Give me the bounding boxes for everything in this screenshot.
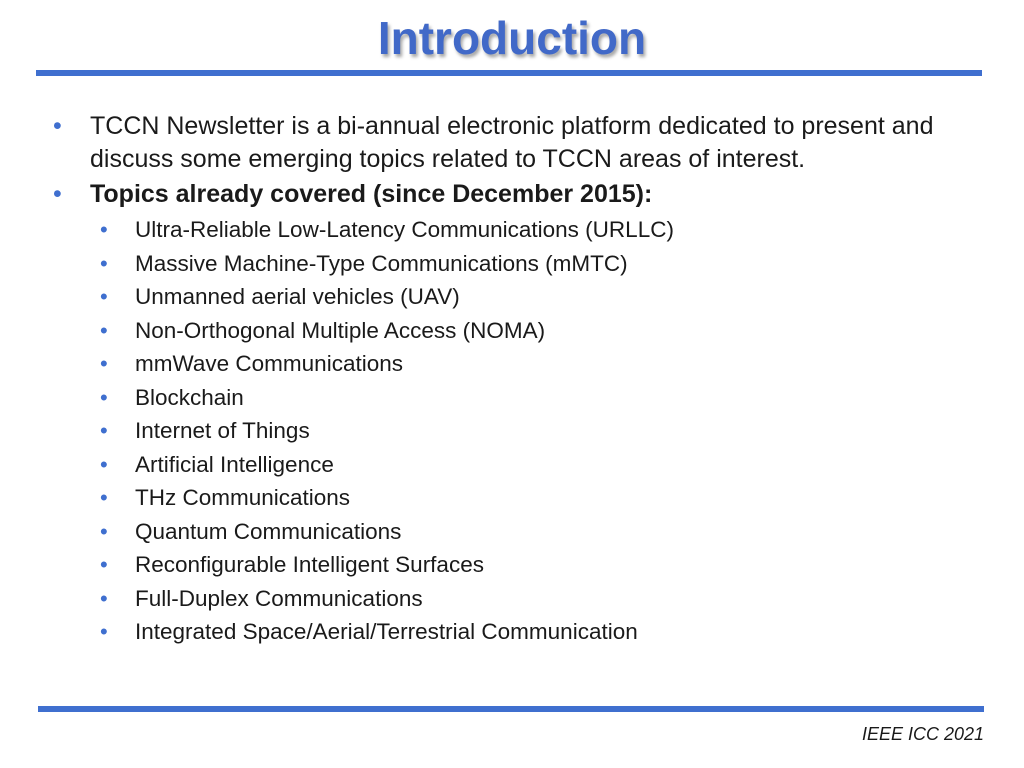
slide-content [50, 110, 970, 649]
topic-label: Reconfigurable Intelligent Surfaces [135, 552, 484, 577]
list-item [50, 213, 970, 247]
topic-label: THz Communications [135, 485, 351, 510]
topics-heading: Topics already covered (since December 2015): [90, 180, 653, 208]
topic-label: Unmanned aerial vehicles (UAV) [135, 284, 460, 309]
topics-list [50, 213, 970, 649]
topic-label: Blockchain [135, 384, 244, 410]
list-item [50, 448, 970, 482]
bullet-icon: • [100, 384, 108, 410]
bullet-icon: • [53, 112, 62, 140]
bullet-icon: • [100, 451, 108, 477]
bullet-icon: • [100, 284, 108, 309]
list-item [50, 414, 970, 448]
topic-label: mmWave Communications [135, 351, 403, 376]
list-item [50, 347, 970, 381]
bullet-icon: • [100, 250, 108, 276]
list-item [50, 548, 970, 582]
bullet-icon: • [100, 485, 108, 510]
top-divider [36, 70, 982, 76]
topic-label: Quantum Communications [135, 518, 402, 544]
bullet-icon: • [100, 585, 108, 611]
list-item [50, 481, 970, 515]
topic-label: Internet of Things [135, 418, 310, 443]
list-item [50, 280, 970, 314]
topic-label: Artificial Intelligence [135, 451, 334, 477]
bullet-icon: • [100, 351, 108, 376]
bullet-icon: • [100, 619, 108, 644]
list-item [50, 515, 970, 549]
intro-paragraph: TCCN Newsletter is a bi-annual electronic platform dedicated to present and discuss some emerging topics related to TCCN areas of interest. [90, 112, 934, 173]
bullet-icon: • [100, 552, 108, 577]
bottom-divider [38, 706, 984, 712]
topic-label: Integrated Space/Aerial/Terrestrial Communication [135, 619, 638, 644]
list-item [50, 314, 970, 348]
bullet-icon: • [100, 217, 108, 242]
topic-label: Massive Machine-Type Communications (mMTC) [135, 250, 628, 276]
topic-label: Full-Duplex Communications [135, 585, 423, 611]
slide-title: Introduction [377, 12, 647, 64]
list-item [50, 582, 970, 616]
list-item [50, 381, 970, 415]
topic-label: Non-Orthogonal Multiple Access (NOMA) [135, 317, 546, 343]
topics-bullet [50, 178, 970, 211]
list-item [50, 247, 970, 281]
bullet-icon: • [100, 518, 108, 544]
topic-label: Ultra-Reliable Low-Latency Communications (URLLC) [135, 217, 674, 242]
bullet-icon: • [100, 317, 108, 343]
footer-text: IEEE ICC 2021 [861, 724, 984, 744]
bullet-icon: • [53, 180, 62, 208]
intro-bullet [50, 110, 970, 176]
list-item [50, 615, 970, 649]
bullet-icon: • [100, 418, 108, 443]
